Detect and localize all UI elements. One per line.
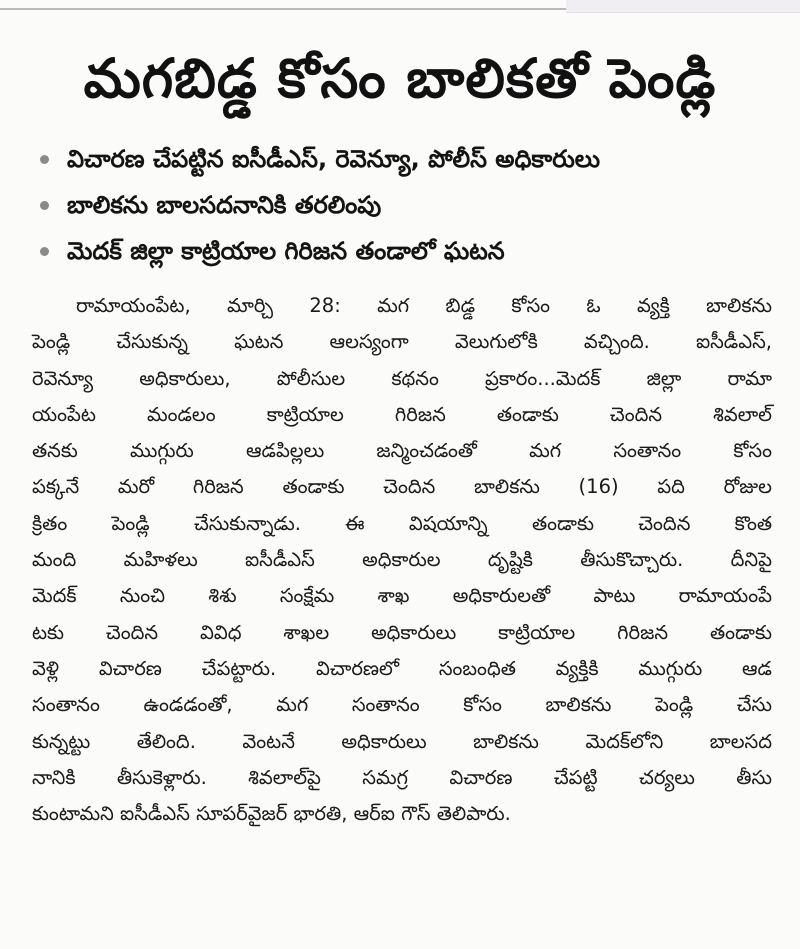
article-line: సంతానం ఉండడంతో, మగ సంతానం కోసం బాలికను పెండ్లి చేసు [32, 693, 772, 717]
article-line: మంది మహిళలు ఐసీడీఎస్ అధికారుల దృష్టికి తీసుకొచ్చారు. దీనిపై [32, 548, 772, 572]
article-line: రామాయంపేట, మార్చి 28: మగ బిడ్డ కోసం ఓ వ్యక్తి బాలికను [76, 294, 772, 317]
article-line: యంపేట మండలం కాట్రియాల గిరిజన తండాకు చెందిన శివలాల్ [32, 402, 772, 426]
highlight-bullets [40, 136, 800, 274]
article-line: క్రితం పెండ్లి చేసుకున్నాడు. ఈ విషయాన్ని తండాకు చెందిన కొంత [32, 511, 772, 535]
article-line: తనకు ముగ్గురు ఆడపిల్లలు జన్మించడంతో మగ సంతానం కోసం [32, 439, 772, 463]
article-line: మెదక్ నుంచి శిశు సంక్షేమ శాఖ అధికారులతో పాటు రామాయంపే [32, 584, 772, 608]
bullet-item [40, 228, 800, 274]
bullet-text: బాలికను బాలసదనానికి తరలింపు [67, 191, 382, 219]
article-line: కున్నట్టు తేలింది. వెంటనే అధికారులు బాలికను మెదక్‌లోని బాలసద [32, 729, 772, 753]
bullet-text: మెదక్ జిల్లా కాట్రియాల గిరిజన తండాలో ఘటన [67, 237, 505, 265]
bullet-dot-icon [40, 155, 49, 164]
article-line: టకు చెందిన వివిధ శాఖల అధికారులు కాట్రియాల గిరిజన తండాకు [32, 620, 772, 644]
article-body [32, 288, 772, 832]
article-line: కుంటామని ఐసీడీఎస్ సూపర్‌వైజర్ భారతి, ఆర్ఐ గౌస్ తెలిపారు. [32, 802, 511, 826]
article-line: పక్కనే మరో గిరిజన తండాకు చెందిన బాలికను (16) పది రోజుల [32, 475, 772, 499]
bullet-text: విచారణ చేపట్టిన ఐసీడీఎస్, రెవెన్యూ, పోలీస్ అధికారులు [67, 145, 601, 173]
bullet-item [40, 182, 800, 228]
top-divider [0, 8, 566, 10]
top-adjacent-column-edge [566, 0, 800, 13]
article-line: రెవెన్యూ అధికారులు, పోలీసుల కథనం ప్రకారం...మెదక్ జిల్లా రామా [32, 366, 772, 390]
bullet-dot-icon [40, 201, 49, 210]
headline: మగబిడ్డ కోసం బాలికతో పెండ్లి [83, 47, 717, 110]
article-line: పెండ్లి చేసుకున్న ఘటన ఆలస్యంగా వెలుగులోకి వచ్చింది. ఐసీడీఎస్, [32, 330, 772, 354]
bullet-dot-icon [40, 247, 49, 256]
bullet-item [40, 136, 800, 182]
article-line: వెళ్లి విచారణ చేపట్టారు. విచారణలో సంబంధిత వ్యక్తికి ముగ్గురు ఆడ [32, 656, 772, 680]
article-line: నానికి తీసుకెళ్లారు. శివలాల్‌పై సమగ్ర విచారణ చేపట్టి చర్యలు తీసు [32, 765, 772, 789]
